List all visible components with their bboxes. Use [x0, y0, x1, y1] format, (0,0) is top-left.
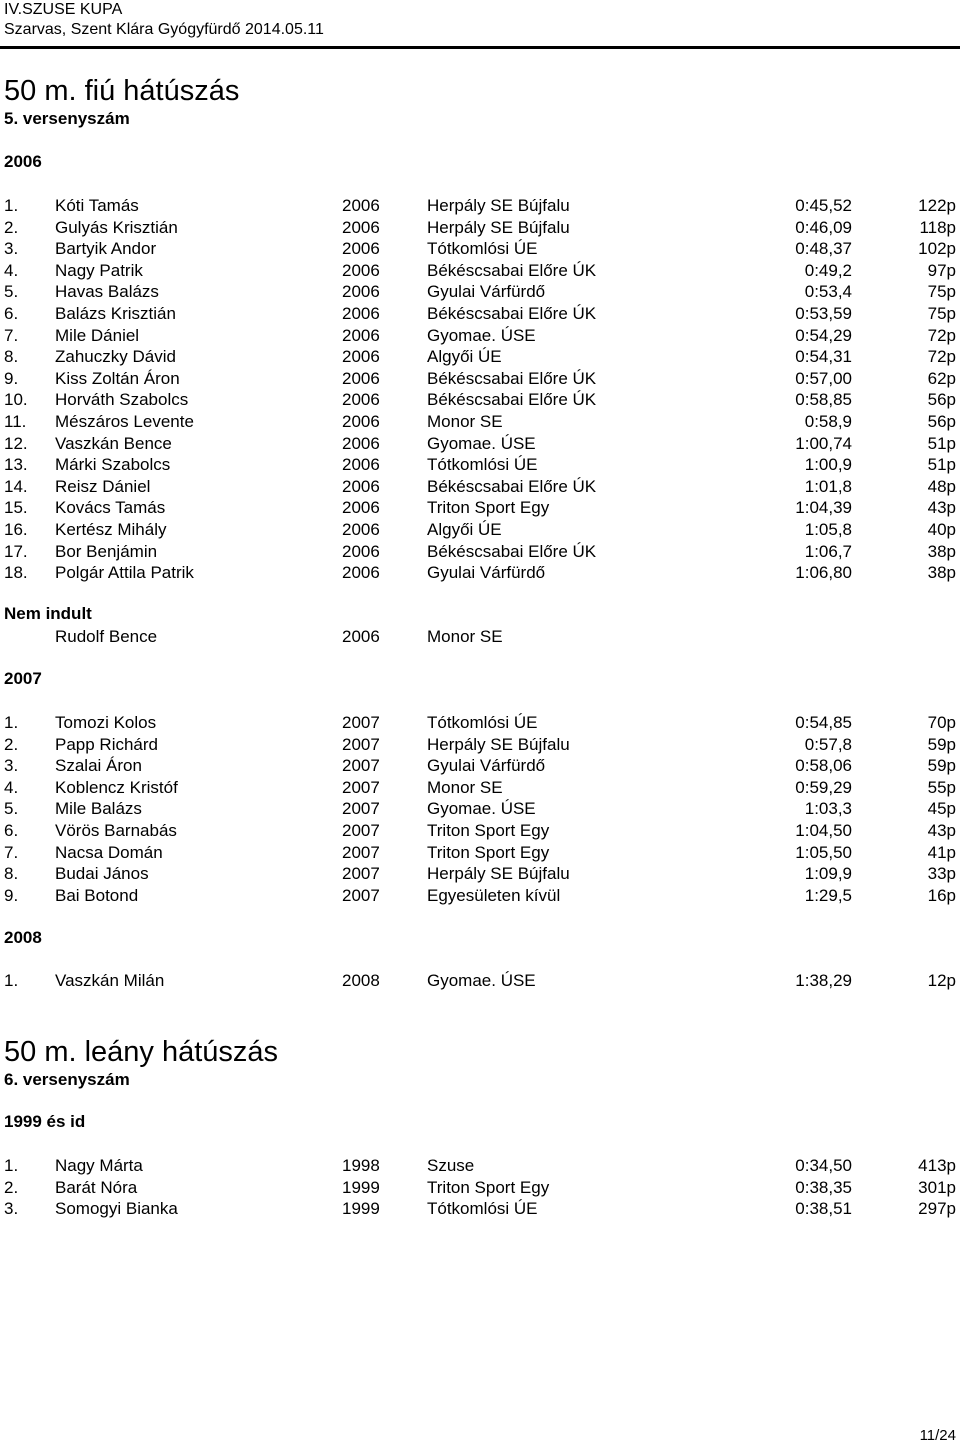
result-pos: 15. [4, 498, 28, 518]
page-number: 11/24 [919, 1427, 956, 1444]
result-name: Mile Balázs [55, 799, 142, 819]
result-pts: 38p [927, 541, 956, 561]
result-year: 2006 [342, 520, 380, 539]
result-pts: 118p [919, 217, 956, 237]
result-row [0, 195, 960, 217]
result-time: 1:01,8 [804, 476, 852, 496]
result-row [0, 1155, 960, 1177]
result-pos: 6. [4, 821, 19, 840]
result-club: Békéscsabai Előre ÚK [427, 368, 597, 388]
result-club: Herpály SE Bújfalu [427, 217, 570, 237]
age-group-heading: 1999 és id [4, 1112, 86, 1131]
result-year: 2007 [342, 734, 380, 754]
result-time: 1:04,50 [795, 821, 852, 840]
result-club: Tótkomlósi ÚE [427, 455, 538, 475]
result-name: Bai Botond [55, 885, 139, 905]
result-year: 2006 [342, 239, 380, 259]
result-row [0, 970, 960, 992]
result-name: Horváth Szabolcs [55, 390, 189, 410]
result-year: 2007 [342, 777, 380, 797]
result-time: 1:00,9 [804, 455, 852, 475]
result-pos: 2. [4, 734, 19, 754]
result-pts: 48p [927, 476, 956, 496]
result-pos: 6. [4, 304, 19, 323]
age-group-heading: 2007 [4, 669, 42, 688]
result-pts: 43p [927, 821, 956, 840]
result-pts: 38p [927, 563, 956, 583]
result-time: 0:57,8 [804, 734, 852, 754]
result-row [0, 433, 960, 455]
result-year: 2006 [342, 433, 380, 453]
result-pos: 1. [4, 971, 19, 990]
result-club: Triton Sport Egy [427, 842, 550, 862]
result-pos: 12. [4, 433, 28, 453]
result-row [0, 562, 960, 584]
result-pos: 17. [4, 541, 28, 561]
result-pts: 59p [927, 756, 956, 776]
result-name: Kiss Zoltán Áron [55, 368, 180, 388]
result-time: 0:46,09 [795, 217, 852, 237]
result-pos: 9. [4, 368, 19, 388]
result-row [0, 712, 960, 734]
result-time: 0:38,35 [795, 1177, 852, 1197]
result-pts: 33p [927, 864, 956, 884]
result-year: 2006 [342, 368, 380, 388]
result-time: 1:05,8 [804, 520, 852, 539]
result-pts: 43p [927, 498, 956, 518]
result-name: Nagy Patrik [55, 260, 143, 280]
result-year: 2007 [342, 821, 380, 840]
result-year: 1998 [342, 1156, 380, 1175]
result-year: 2006 [342, 325, 380, 345]
result-year: 2006 [342, 476, 380, 496]
result-year: 2006 [342, 217, 380, 237]
result-row [0, 217, 960, 239]
result-club: Triton Sport Egy [427, 1177, 550, 1197]
result-pts: 56p [927, 390, 956, 410]
result-year: 1999 [342, 1199, 380, 1219]
result-pts: 62p [927, 368, 956, 388]
result-name: Tomozi Kolos [55, 713, 157, 732]
result-row [0, 777, 960, 799]
result-pos: 9. [4, 885, 19, 905]
result-pos: 3. [4, 756, 19, 776]
result-year: 2007 [342, 799, 380, 819]
result-club: Gyomae. ÚSE [427, 433, 536, 453]
age-group-heading: Nem indult [4, 604, 92, 623]
result-row [0, 755, 960, 777]
result-pos: 8. [4, 864, 19, 884]
result-row [0, 260, 960, 282]
event-number: 6. versenyszám [4, 1070, 130, 1089]
result-row [0, 389, 960, 411]
result-club: Herpály SE Bújfalu [427, 734, 570, 754]
result-pts: 56p [927, 412, 956, 431]
result-club: Triton Sport Egy [427, 498, 550, 518]
result-club: Békéscsabai Előre ÚK [427, 476, 597, 496]
result-row [0, 842, 960, 864]
result-club: Triton Sport Egy [427, 821, 550, 840]
result-time: 1:06,80 [795, 563, 852, 583]
result-pos: 16. [4, 520, 28, 539]
result-club: Algyői ÚE [427, 520, 502, 539]
result-name: Zahuczky Dávid [55, 347, 176, 367]
result-pos: 2. [4, 217, 19, 237]
result-time: 0:54,29 [795, 325, 852, 345]
result-club: Tótkomlósi ÚE [427, 713, 538, 732]
result-pts: 72p [927, 325, 956, 345]
result-pos: 8. [4, 347, 19, 367]
result-row [0, 798, 960, 820]
result-name: Budai János [55, 864, 149, 884]
result-year: 2006 [342, 541, 380, 561]
result-club: Békéscsabai Előre ÚK [427, 260, 597, 280]
result-time: 1:00,74 [795, 433, 852, 453]
result-pos: 10. [4, 390, 28, 410]
result-row [0, 885, 960, 907]
result-time: 0:38,51 [795, 1199, 852, 1219]
result-name: Márki Szabolcs [55, 455, 171, 475]
result-pts: 297p [918, 1199, 956, 1219]
result-name: Kovács Tamás [55, 498, 166, 518]
result-year: 2006 [342, 282, 380, 302]
result-row [0, 281, 960, 303]
result-pos: 5. [4, 282, 19, 302]
result-row [0, 238, 960, 260]
result-club: Tótkomlósi ÚE [427, 239, 538, 259]
result-year: 2006 [342, 304, 380, 323]
result-club: Gyulai Várfürdő [427, 563, 546, 583]
result-pts: 122p [918, 196, 956, 215]
result-pts: 41p [927, 842, 956, 862]
result-time: 0:54,85 [795, 713, 852, 732]
result-pos: 4. [4, 260, 19, 280]
result-pos: 7. [4, 842, 19, 862]
result-club: Békéscsabai Előre ÚK [427, 390, 597, 410]
result-name: Rudolf Bence [55, 627, 158, 646]
result-row [0, 1198, 960, 1220]
result-name: Kertész Mihály [55, 520, 167, 539]
result-row [0, 454, 960, 476]
result-name: Gulyás Krisztián [55, 217, 178, 237]
result-pts: 75p [927, 282, 956, 302]
result-name: Havas Balázs [55, 282, 159, 302]
result-year: 2006 [342, 563, 380, 583]
result-time: 1:06,7 [804, 541, 852, 561]
result-time: 0:57,00 [795, 368, 852, 388]
result-row [0, 411, 960, 433]
result-time: 0:34,50 [795, 1156, 852, 1175]
result-year: 2006 [342, 196, 380, 215]
result-club: Békéscsabai Előre ÚK [427, 541, 597, 561]
result-time: 0:59,29 [795, 777, 852, 797]
result-pts: 301p [918, 1177, 956, 1197]
result-row [0, 626, 960, 648]
result-name: Koblencz Kristóf [55, 777, 178, 797]
result-club: Tótkomlósi ÚE [427, 1199, 538, 1219]
result-pos: 7. [4, 325, 19, 345]
result-pos: 4. [4, 777, 19, 797]
result-year: 2006 [342, 498, 380, 518]
result-pos: 1. [4, 713, 19, 732]
result-pos: 11. [4, 412, 27, 431]
result-club: Monor SE [427, 777, 503, 797]
result-name: Szalai Áron [55, 756, 142, 776]
result-row [0, 497, 960, 519]
result-year: 2006 [342, 260, 380, 280]
result-pts: 40p [927, 520, 956, 539]
result-time: 0:49,2 [804, 260, 852, 280]
result-name: Kóti Tamás [55, 196, 139, 215]
result-name: Balázs Krisztián [55, 304, 176, 323]
result-club: Monor SE [427, 412, 503, 431]
competition-venue-date: Szarvas, Szent Klára Gyógyfürdő 2014.05.11 [4, 21, 324, 38]
result-pos: 13. [4, 455, 28, 475]
result-pos: 3. [4, 1199, 19, 1219]
result-club: Gyomae. ÚSE [427, 799, 536, 819]
result-time: 0:58,06 [795, 756, 852, 776]
result-name: Vaszkán Bence [55, 433, 172, 453]
result-name: Reisz Dániel [55, 476, 151, 496]
result-year: 2007 [342, 864, 380, 884]
result-row [0, 476, 960, 498]
result-name: Mészáros Levente [55, 412, 194, 431]
result-row [0, 541, 960, 563]
result-pts: 70p [927, 713, 956, 732]
result-pts: 102p [918, 239, 956, 259]
result-time: 0:53,59 [795, 304, 852, 323]
result-club: Herpály SE Bújfalu [427, 196, 570, 215]
result-club: Gyulai Várfürdő [427, 756, 546, 776]
result-year: 2008 [342, 971, 380, 990]
result-pts: 12p [927, 971, 956, 990]
result-club: Herpály SE Bújfalu [427, 864, 570, 884]
result-pos: 18. [4, 563, 28, 583]
header-divider [0, 46, 960, 49]
result-club: Gyomae. ÚSE [427, 971, 536, 990]
result-name: Vaszkán Milán [55, 971, 165, 990]
result-time: 0:53,4 [804, 282, 852, 302]
result-name: Mile Dániel [55, 325, 140, 345]
result-pos: 2. [4, 1177, 19, 1197]
result-name: Bartyik Andor [55, 239, 157, 259]
result-name: Nagy Márta [55, 1156, 143, 1175]
result-year: 2006 [342, 412, 380, 431]
result-year: 1999 [342, 1177, 380, 1197]
result-pts: 45p [927, 799, 956, 819]
event-title: 50 m. leány hátúszás [4, 1036, 279, 1068]
result-name: Barát Nóra [55, 1177, 138, 1197]
result-year: 2006 [342, 627, 380, 646]
result-pos: 3. [4, 239, 19, 259]
result-club: Szuse [427, 1156, 475, 1175]
result-name: Bor Benjámin [55, 541, 158, 561]
result-name: Somogyi Bianka [55, 1199, 178, 1219]
result-pts: 16p [927, 885, 956, 905]
result-time: 0:54,31 [795, 347, 852, 367]
result-time: 0:58,9 [804, 412, 852, 431]
result-club: Egyesületen kívül [427, 885, 561, 905]
result-pos: 1. [4, 1156, 19, 1175]
event-number: 5. versenyszám [4, 109, 130, 128]
result-time: 0:45,52 [795, 196, 852, 215]
result-club: Békéscsabai Előre ÚK [427, 304, 597, 323]
result-pts: 59p [927, 734, 956, 754]
result-time: 1:38,29 [795, 971, 852, 990]
result-row [0, 820, 960, 842]
result-pts: 51p [927, 455, 956, 475]
result-year: 2007 [342, 713, 380, 732]
result-name: Nacsa Domán [55, 842, 163, 862]
result-pts: 413p [918, 1156, 956, 1175]
result-name: Papp Richárd [55, 734, 159, 754]
competition-name: IV.SZUSE KUPA [4, 1, 123, 18]
result-club: Gyomae. ÚSE [427, 325, 536, 345]
result-row [0, 303, 960, 325]
result-row [0, 863, 960, 885]
result-row [0, 1177, 960, 1199]
result-time: 1:09,9 [804, 864, 852, 884]
result-time: 0:58,85 [795, 390, 852, 410]
result-time: 1:04,39 [795, 498, 852, 518]
result-club: Gyulai Várfürdő [427, 282, 546, 302]
result-pos: 1. [4, 196, 19, 215]
result-row [0, 368, 960, 390]
result-year: 2006 [342, 390, 380, 410]
result-pos: 5. [4, 799, 19, 819]
result-row [0, 325, 960, 347]
result-year: 2007 [342, 842, 380, 862]
result-pts: 75p [927, 304, 956, 323]
result-year: 2006 [342, 455, 380, 475]
result-name: Vörös Barnabás [55, 821, 177, 840]
result-club: Monor SE [427, 627, 503, 646]
result-pts: 55p [927, 777, 956, 797]
result-year: 2007 [342, 885, 380, 905]
result-year: 2007 [342, 756, 380, 776]
page-header [4, 0, 324, 40]
result-year: 2006 [342, 347, 380, 367]
result-row [0, 519, 960, 541]
age-group-heading: 2006 [4, 152, 42, 171]
result-time: 1:29,5 [804, 885, 852, 905]
result-name: Polgár Attila Patrik [55, 563, 194, 583]
result-time: 0:48,37 [795, 239, 852, 259]
event-title: 50 m. fiú hátúszás [4, 75, 240, 107]
result-time: 1:03,3 [804, 799, 852, 819]
age-group-heading: 2008 [4, 928, 42, 947]
result-pts: 72p [927, 347, 956, 367]
result-pos: 14. [4, 476, 28, 496]
result-pts: 97p [927, 260, 956, 280]
result-time: 1:05,50 [795, 842, 852, 862]
result-row [0, 734, 960, 756]
result-club: Algyői ÚE [427, 347, 502, 367]
result-pts: 51p [927, 433, 956, 453]
result-row [0, 346, 960, 368]
